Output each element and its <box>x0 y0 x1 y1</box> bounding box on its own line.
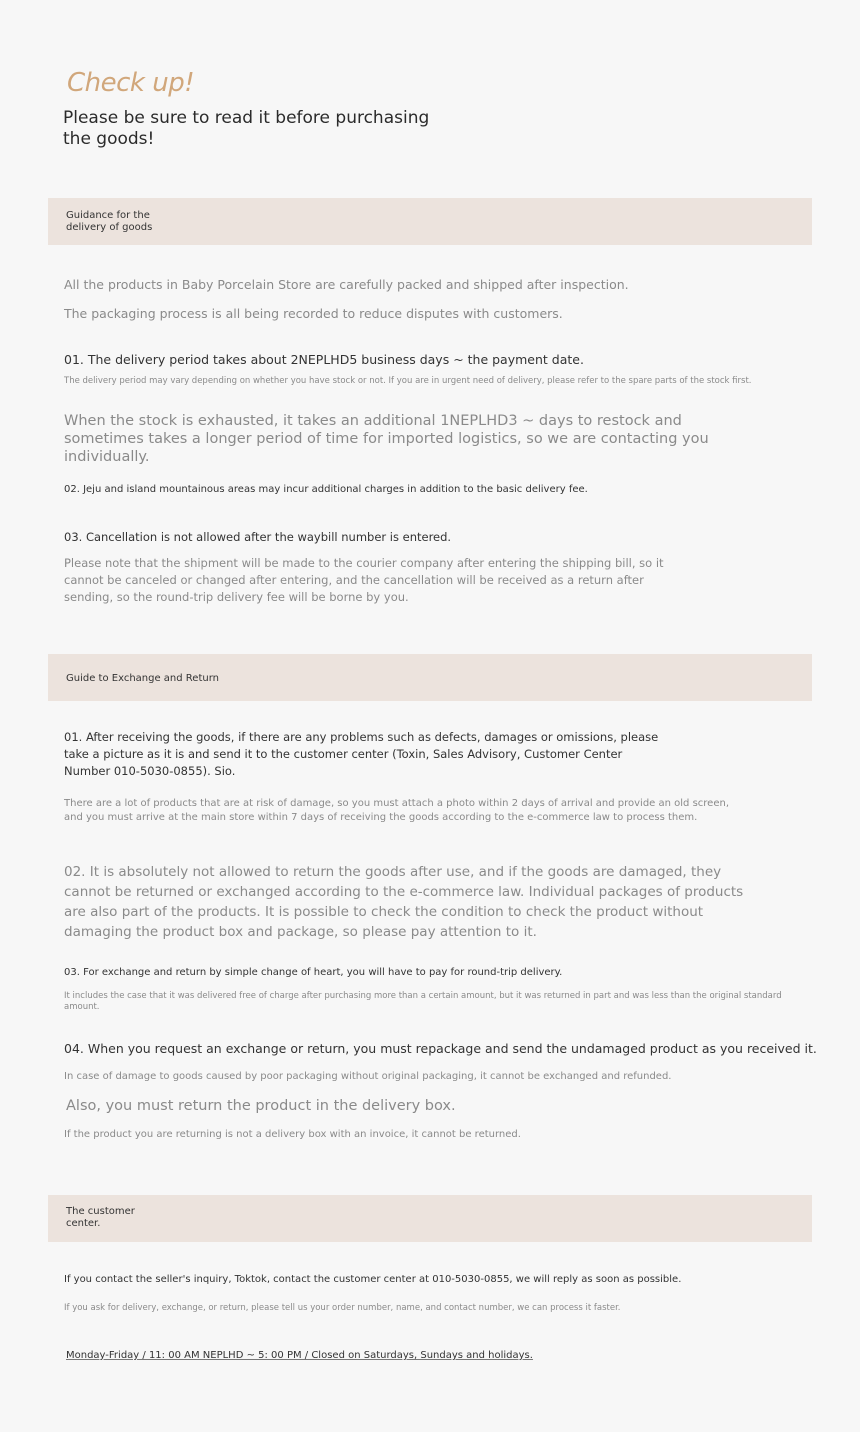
section-title-customer-center: The customer center. <box>66 1206 135 1229</box>
delivery-intro-1: All the products in Baby Porcelain Store are carefully packed and shipped after inspection. <box>64 277 629 292</box>
page-subtitle: Please be sure to read it before purchasing the goods! <box>63 108 430 149</box>
delivery-item-1-note: The delivery period may vary depending on whether you have stock or not. If you are in urgent need of delivery, please refer to the spare parts of the stock first. <box>64 376 752 386</box>
delivery-item-2-title: 02. Jeju and island mountainous areas may incur additional charges in addition to the basic delivery fee. <box>64 484 588 495</box>
exchange-item-3-title: 03. For exchange and return by simple change of heart, you will have to pay for round-trip delivery. <box>64 967 563 978</box>
exchange-item-4-detail: Also, you must return the product in the delivery box. <box>66 1098 456 1114</box>
exchange-item-3-note: It includes the case that it was delivered free of charge after purchasing more than a certain amount, but it was returned in part and was less than the original standard amount. <box>64 991 782 1012</box>
customer-line-1: If you contact the seller's inquiry, Toktok, contact the customer center at 010-5030-0855, we will reply as soon as possible. <box>64 1274 682 1285</box>
checkup-heading: Check up! <box>67 68 195 98</box>
delivery-item-3-title: 03. Cancellation is not allowed after the waybill number is entered. <box>64 530 452 544</box>
delivery-item-3-detail: Please note that the shipment will be made to the courier company after entering the shipping bill, so it cannot be canceled or changed after entering, and the cancellation will be received as a return after sending, so the round-trip delivery fee will be borne by you. <box>64 556 664 604</box>
exchange-item-4-note-2: If the product you are returning is not a delivery box with an invoice, it cannot be returned. <box>64 1129 521 1140</box>
business-hours: Monday-Friday / 11: 00 AM NEPLHD ~ 5: 00 PM / Closed on Saturdays, Sundays and holidays. <box>66 1350 533 1361</box>
section-header-exchange <box>48 654 812 701</box>
customer-line-2: If you ask for delivery, exchange, or return, please tell us your order number, name, and contact number, we can process it faster. <box>64 1303 621 1313</box>
delivery-item-1-detail: When the stock is exhausted, it takes an additional 1NEPLHD3 ~ days to restock and sometimes takes a longer period of time for imported logistics, so we are contacting you individually. <box>64 413 709 465</box>
exchange-item-2-title: 02. It is absolutely not allowed to return the goods after use, and if the goods are damaged, they cannot be returned or exchanged according to the e-commerce law. Individual packages of products are also part of the products. It is possible to check the condition to check the product without damaging the product box and package, so please pay attention to it. <box>64 864 744 940</box>
exchange-item-4-title: 04. When you request an exchange or return, you must repackage and send the undamaged product as you received it. <box>64 1041 817 1056</box>
section-header-delivery <box>48 198 812 245</box>
section-title-exchange: Guide to Exchange and Return <box>66 673 219 684</box>
section-header-customer-center <box>48 1195 812 1242</box>
delivery-intro-2: The packaging process is all being recorded to reduce disputes with customers. <box>64 306 563 321</box>
delivery-item-1-title: 01. The delivery period takes about 2NEPLHD5 business days ~ the payment date. <box>64 352 584 367</box>
exchange-item-4-note: In case of damage to goods caused by poor packaging without original packaging, it cannot be exchanged and refunded. <box>64 1071 672 1082</box>
exchange-item-1-title: 01. After receiving the goods, if there are any problems such as defects, damages or omissions, please take a picture as it is and send it to the customer center (Toxin, Sales Advisory, Customer Center Number 010-5030-0855). Sio. <box>64 730 659 778</box>
exchange-item-1-note: There are a lot of products that are at risk of damage, so you must attach a photo within 2 days of arrival and provide an old screen, and you must arrive at the main store within 7 days of receiving the goods according to the e-commerce law to process them. <box>64 798 730 823</box>
section-title-delivery: Guidance for the delivery of goods <box>66 210 153 233</box>
